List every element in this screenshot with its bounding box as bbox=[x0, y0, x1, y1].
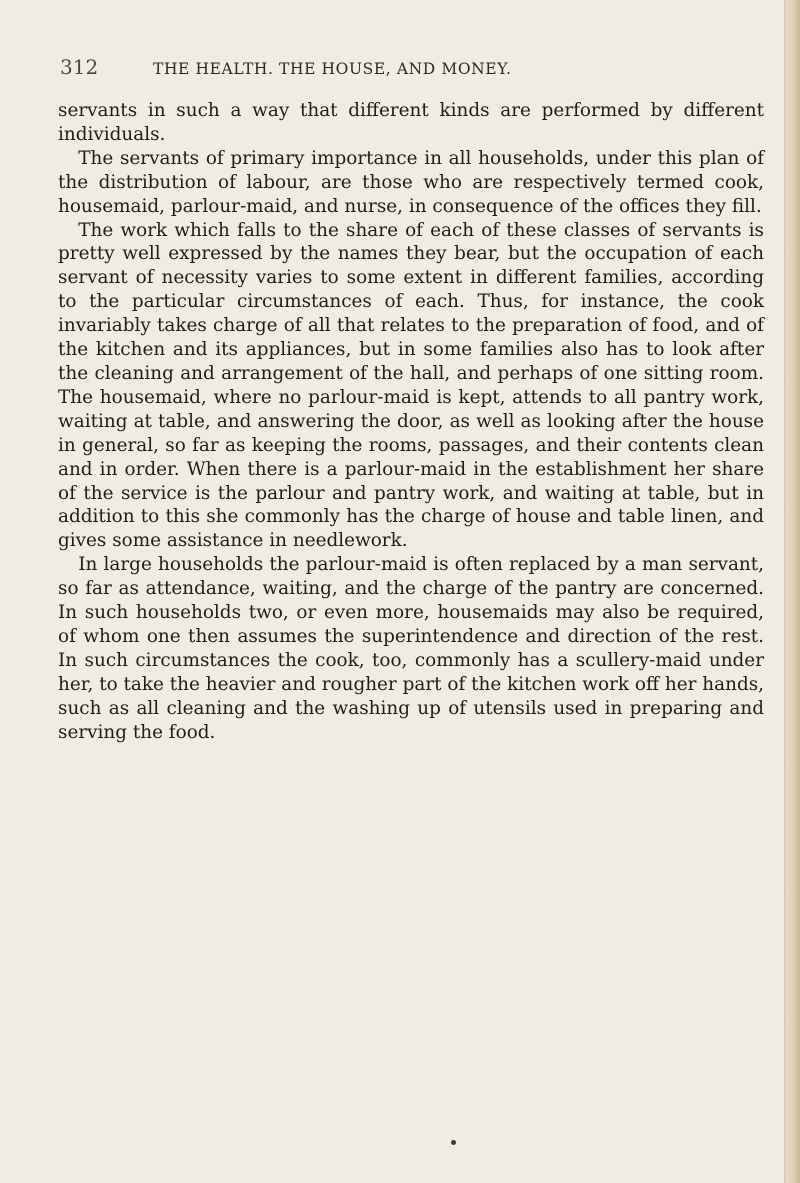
body-text bbox=[58, 99, 764, 744]
paragraph-primary-servants: The servants of primary importance in all households, under this plan of the distribution of labour, are those who are respectively termed cook, housemaid, parlour-maid, and nurse, in consequence of the offices they fill. bbox=[58, 147, 764, 217]
paragraph-continuation: servants in such a way that different kinds are performed by different individuals. bbox=[58, 100, 764, 145]
page-number: 312 bbox=[60, 55, 99, 79]
paragraph-servant-duties: The work which falls to the share of each of these classes of servants is pretty well expressed by the names they bear, but the occupation of each servant of necessity varies to some extent in different families, according to the particular circumstances of each. Thus, for instance, the cook invariably takes charge of all that relates to the preparation of food, and of the kitchen and its appliances, but in some families also has to look after the cleaning and arrangement of the hall, and perhaps of one sitting room. The housemaid, where no parlour-maid is kept, attends to all pantry work, waiting at table, and answering the door, as well as looking after the house in general, so far as keeping the rooms, passages, and their contents clean and in order. When there is a parlour-maid in the establishment her share of the service is the parlour and pantry work, and waiting at table, but in addition to this she commonly has the charge of house and table linen, and gives some assistance in needlework. bbox=[58, 219, 764, 552]
page-header bbox=[60, 55, 760, 85]
ink-speck bbox=[451, 1140, 456, 1145]
running-head: THE HEALTH. THE HOUSE, AND MONEY. bbox=[153, 60, 512, 78]
page-edge bbox=[786, 0, 800, 1183]
paragraph-large-households: In large households the parlour-maid is often replaced by a man servant, so far as attendance, waiting, and the charge of the pantry are concerned. In such households two, or even more, housemaids may also be required, of whom one then assumes the superintendence and direction of the rest. In such circumstances the cook, too, commonly has a scullery-maid under her, to take the heavier and rougher part of the kitchen work off her hands, such as all cleaning and the washing up of utensils used in preparing and serving the food. bbox=[58, 554, 764, 743]
